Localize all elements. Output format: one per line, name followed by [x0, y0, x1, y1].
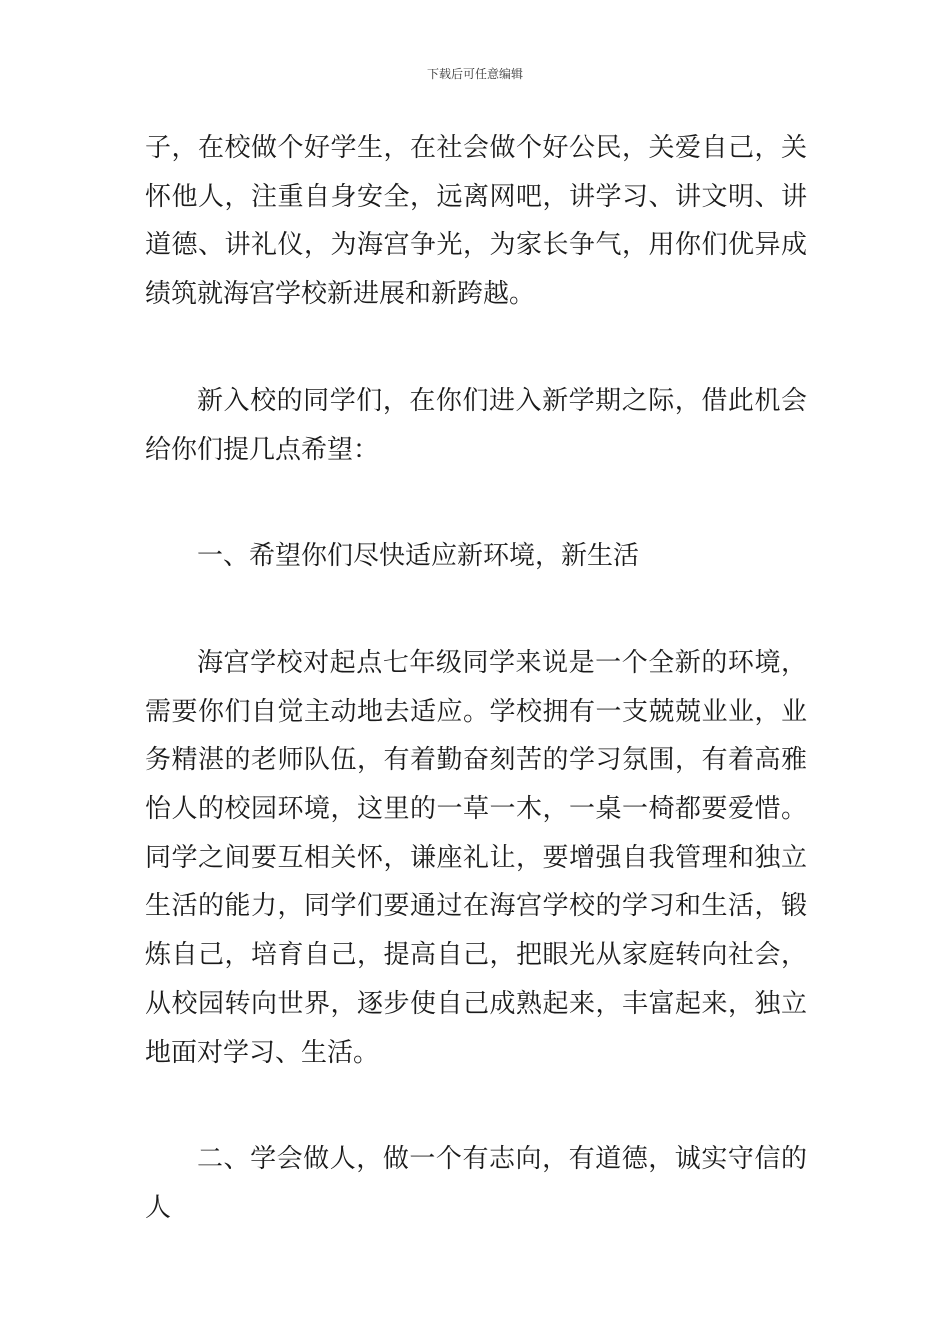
paragraph-continuation: 子，在校做个好学生，在社会做个好公民，关爱自己，关怀他人，注重自身安全，远离网吧，讲学习、讲文明、讲道德、讲礼仪，为海宫争光，为家长争气，用你们优异成绩筑就海宫学校新进展和新跨越。: [145, 133, 807, 310]
document-body: [145, 124, 807, 1233]
section-heading-one: 一、希望你们尽快适应新环境，新生活: [197, 541, 640, 572]
page-header-note: 下载后可任意编辑: [426, 67, 523, 81]
paragraph-section-one: 海宫学校对起点七年级同学来说是一个全新的环境，需要你们自觉主动地去适应。学校拥有一支兢兢业业，业务精湛的老师队伍，有着勤奋刻苦的学习氛围，有着高雅怡人的校园环境，这里的一草一木，一桌一椅都要爱惜。同学之间要互相关怀，谦座礼让，要增强自我管理和独立生活的能力，同学们要通过在海宫学校的学习和生活，锻炼自己，培育自己，提高自己，把眼光从家庭转向社会，从校园转向世界，逐步使自己成熟起来，丰富起来，独立地面对学习、生活。: [145, 647, 807, 1068]
section-heading-two: 二、学会做人，做一个有志向，有道德，诚实守信的人: [145, 1144, 807, 1223]
paragraph-greeting: 新入校的同学们，在你们进入新学期之际，借此机会给你们提几点希望：: [145, 385, 807, 465]
